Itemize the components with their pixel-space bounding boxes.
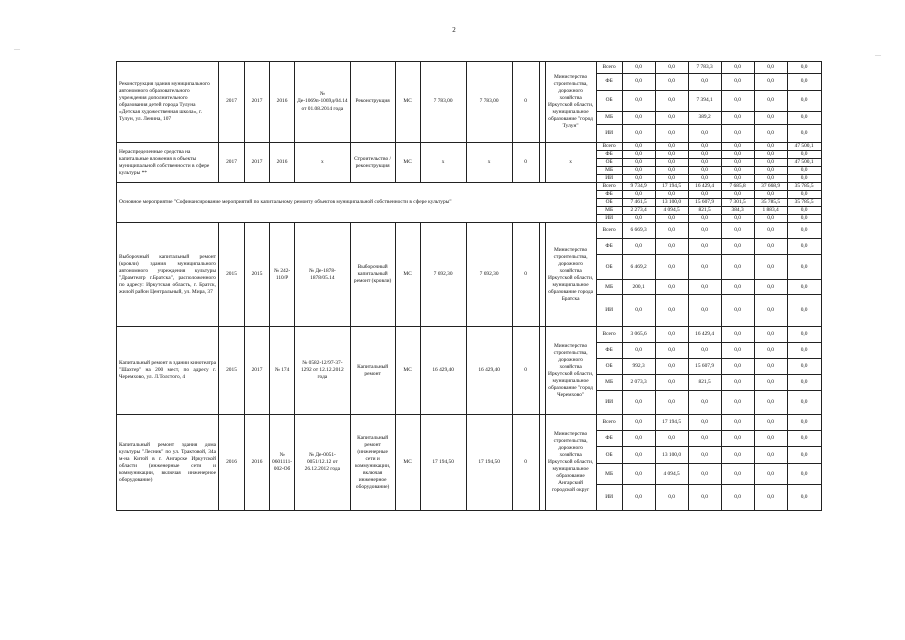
amount-cell: 0,0 (721, 175, 754, 183)
funding-source: МБ (596, 167, 622, 175)
amount-cell: 0,0 (721, 343, 754, 359)
amount-cell: 0,0 (655, 62, 688, 74)
doc-year: № 242-110/Р (270, 223, 295, 327)
amount-cell: 384,3 (721, 207, 754, 215)
funding-source: ИИ (596, 391, 622, 415)
amount-cell: 0,0 (787, 485, 821, 511)
ownership: МС (395, 327, 420, 415)
funding-source: ИИ (596, 125, 622, 143)
doc-year: № 0601111-002-Об (270, 415, 295, 511)
amount-cell: 0,0 (655, 125, 688, 143)
document-number: № 0582-12/97-37-1292 от 12.12.2012 года (295, 327, 351, 415)
amount-cell: 0,0 (622, 391, 655, 415)
amount-cell: 0,0 (721, 143, 754, 151)
amount-cell: 7 685,8 (721, 183, 754, 191)
amount-cell: 2 273,4 (622, 207, 655, 215)
funding-source: МБ (596, 112, 622, 125)
amount-cell: 0,0 (622, 74, 655, 91)
work-type: Строительство / реконструкция (350, 143, 395, 183)
ownership: МС (395, 62, 420, 143)
document-number: № Де-1069п-1069д/04.14 от 01.08.2014 года (295, 62, 351, 143)
program-table (116, 61, 822, 511)
amount-cell: 0,0 (754, 431, 787, 447)
amount-cell: 0,0 (655, 359, 688, 375)
amount-cell: 0,0 (721, 280, 754, 295)
funding-source: ОБ (596, 91, 622, 112)
responsible-agency: Министерство строительства, дорожного хозяйства Иркутской области, муниципальное образование Ангарский городской округ (545, 415, 596, 511)
amount-cell: 0,0 (754, 191, 787, 199)
funding-source: МБ (596, 464, 622, 485)
scan-mark: — (875, 53, 881, 59)
amount-cell: 0,0 (688, 485, 721, 511)
amount-cell: 0,0 (688, 175, 721, 183)
main-event-title: Основное мероприятие "Софинансирование мероприятий по капитальному ремонту объектов муниципальной собственности в сфере культуры" (117, 183, 597, 223)
amount-cell: 0,0 (754, 125, 787, 143)
amount-cell: 0,0 (754, 327, 787, 343)
object-name: Капитальный ремонт в здании кинотеатра "Шахтер" на 200 мест, по адресу г. Черемхово, ул. Л.Толстого, 4 (117, 327, 219, 415)
estimated-cost: 7 783,00 (420, 62, 466, 143)
funding-source: Всего (596, 62, 622, 74)
amount-cell: 0,0 (721, 159, 754, 167)
amount-cell: 0,0 (787, 375, 821, 391)
amount-cell: 0,0 (787, 74, 821, 91)
funding-source: Всего (596, 143, 622, 151)
amount-cell: 0,0 (754, 62, 787, 74)
zero-value: 0 (512, 62, 539, 143)
amount-cell: 0,0 (754, 112, 787, 125)
amount-cell: 0,0 (787, 343, 821, 359)
responsible-agency: Министерство строительства, дорожного хозяйства Иркутской области, муниципальное образование "город Черемхово" (545, 327, 596, 415)
work-type: Капитальный ремонт (350, 327, 395, 415)
amount-cell: 0,0 (688, 464, 721, 485)
table-row (117, 143, 822, 151)
funding-source: ФБ (596, 191, 622, 199)
amount-cell: 0,0 (688, 151, 721, 159)
amount-cell: 1 883,4 (754, 207, 787, 215)
amount-cell: 0,0 (754, 255, 787, 280)
funding-source: ФБ (596, 431, 622, 447)
remaining-cost: 16 429,40 (466, 327, 512, 415)
amount-cell: 0,0 (688, 447, 721, 464)
responsible-agency: х (545, 143, 596, 183)
amount-cell: 0,0 (655, 295, 688, 327)
funding-source: ФБ (596, 151, 622, 159)
amount-cell: 0,0 (688, 415, 721, 431)
amount-cell: 0,0 (655, 143, 688, 151)
amount-cell: 7 301,5 (721, 199, 754, 207)
amount-cell: 0,0 (787, 280, 821, 295)
amount-cell: 0,0 (754, 280, 787, 295)
amount-cell: 0,0 (787, 62, 821, 74)
amount-cell: 0,0 (688, 223, 721, 239)
year-end: 2017 (245, 143, 270, 183)
object-name: Капитальный ремонт здания дома культуры "Лесник" по ул. Трактовой, 34а м-на Китой в г. Ангарске Иркутской области (инженерные сети и коммуникации, включая инженерное оборудование) (117, 415, 219, 511)
amount-cell: 0,0 (787, 327, 821, 343)
amount-cell: 35 785,5 (787, 183, 821, 191)
scan-mark: — (14, 47, 20, 53)
amount-cell: 0,0 (622, 125, 655, 143)
work-type: Выборочный капитальный ремонт (кровли) (350, 223, 395, 327)
amount-cell: 0,0 (754, 91, 787, 112)
amount-cell: 0,0 (721, 485, 754, 511)
remaining-cost: 7 783,00 (466, 62, 512, 143)
funding-source: ОБ (596, 159, 622, 167)
amount-cell: 35 785,5 (787, 199, 821, 207)
amount-cell: 0,0 (688, 295, 721, 327)
amount-cell: 0,0 (721, 415, 754, 431)
amount-cell: 0,0 (721, 255, 754, 280)
amount-cell: 0,0 (655, 151, 688, 159)
amount-cell: 0,0 (787, 175, 821, 183)
amount-cell: 0,0 (721, 215, 754, 223)
amount-cell: 0,0 (622, 175, 655, 183)
amount-cell: 0,0 (688, 391, 721, 415)
amount-cell: 0,0 (622, 62, 655, 74)
amount-cell: 0,0 (721, 62, 754, 74)
amount-cell: 0,0 (622, 485, 655, 511)
table-row (117, 223, 822, 239)
amount-cell: 0,0 (655, 343, 688, 359)
amount-cell: 0,0 (787, 359, 821, 375)
amount-cell: 200,1 (622, 280, 655, 295)
responsible-agency: Министерство строительства, дорожного хозяйства Иркутской области, муниципальное образование города Братска (545, 223, 596, 327)
amount-cell: 0,0 (754, 143, 787, 151)
amount-cell: 0,0 (655, 280, 688, 295)
table-row (117, 415, 822, 431)
amount-cell: 0,0 (655, 239, 688, 255)
amount-cell: 0,0 (688, 239, 721, 255)
amount-cell: 0,0 (721, 327, 754, 343)
amount-cell: 7 394,1 (688, 91, 721, 112)
amount-cell: 15 607,9 (688, 199, 721, 207)
amount-cell: 0,0 (655, 375, 688, 391)
amount-cell: 0,0 (754, 223, 787, 239)
amount-cell: 0,0 (721, 359, 754, 375)
amount-cell: 0,0 (688, 431, 721, 447)
amount-cell: 0,0 (688, 191, 721, 199)
amount-cell: 0,0 (721, 464, 754, 485)
year-end: 2016 (245, 415, 270, 511)
amount-cell: 0,0 (787, 125, 821, 143)
funding-source: ИИ (596, 295, 622, 327)
amount-cell: 0,0 (787, 112, 821, 125)
document-number: № Де-0051-0051/12.12 от 26.12.2012 года (295, 415, 351, 511)
work-type: Капитальный ремонт (инженерные сети и коммуникации, включая инженерное оборудование) (350, 415, 395, 511)
amount-cell: 0,0 (787, 167, 821, 175)
object-name: Нераспределенные средства на капитальные вложения в объекты муниципальной собственности в сфере культуры ** (117, 143, 219, 183)
amount-cell: 13 100,0 (655, 199, 688, 207)
amount-cell: 2 073,3 (622, 375, 655, 391)
amount-cell: 0,0 (754, 485, 787, 511)
amount-cell: 0,0 (688, 167, 721, 175)
table-row (117, 183, 822, 191)
amount-cell: 0,0 (754, 175, 787, 183)
year-end: 2017 (245, 327, 270, 415)
amount-cell: 0,0 (721, 375, 754, 391)
amount-cell: 0,0 (688, 74, 721, 91)
amount-cell: 0,0 (721, 191, 754, 199)
amount-cell: 0,0 (622, 295, 655, 327)
year-start: 2017 (219, 62, 245, 143)
amount-cell: 6 469,2 (622, 255, 655, 280)
estimated-cost: х (420, 143, 466, 183)
doc-year: 2016 (270, 62, 295, 143)
amount-cell: 0,0 (688, 143, 721, 151)
funding-source: ОБ (596, 255, 622, 280)
funding-source: МБ (596, 280, 622, 295)
amount-cell: 0,0 (754, 215, 787, 223)
ownership: МС (395, 415, 420, 511)
amount-cell: 0,0 (688, 255, 721, 280)
amount-cell: 0,0 (655, 255, 688, 280)
amount-cell: 0,0 (655, 215, 688, 223)
amount-cell: 0,0 (754, 295, 787, 327)
amount-cell: 0,0 (655, 223, 688, 239)
funding-source: ОБ (596, 359, 622, 375)
amount-cell: 0,0 (655, 431, 688, 447)
amount-cell: 0,0 (754, 375, 787, 391)
amount-cell: 0,0 (622, 215, 655, 223)
amount-cell: 389,2 (688, 112, 721, 125)
funding-source: МБ (596, 375, 622, 391)
amount-cell: 35 785,5 (754, 199, 787, 207)
funding-source: МБ (596, 207, 622, 215)
amount-cell: 0,0 (754, 74, 787, 91)
estimated-cost: 16 429,40 (420, 327, 466, 415)
funding-source: ИИ (596, 485, 622, 511)
amount-cell: 0,0 (655, 327, 688, 343)
amount-cell: 0,0 (754, 343, 787, 359)
object-name: Реконструкция здания муниципального автономного образовательного учреждения дополнительного образования детей города Тулуна «Детская художественная школа», г. Тулун, ул. Ленина, 107 (117, 62, 219, 143)
amount-cell: 0,0 (721, 91, 754, 112)
amount-cell: 0,0 (622, 464, 655, 485)
year-start: 2015 (219, 327, 245, 415)
year-end: 2015 (245, 223, 270, 327)
amount-cell: 0,0 (622, 167, 655, 175)
funding-source: Всего (596, 327, 622, 343)
amount-cell: 47 500,1 (787, 143, 821, 151)
document-number: х (295, 143, 351, 183)
amount-cell: 821,5 (688, 375, 721, 391)
doc-year: 2016 (270, 143, 295, 183)
amount-cell: 0,0 (721, 391, 754, 415)
estimated-cost: 7 692,30 (420, 223, 466, 327)
amount-cell: 17 194,5 (655, 415, 688, 431)
ownership: МС (395, 223, 420, 327)
remaining-cost: х (466, 143, 512, 183)
funding-source: ФБ (596, 74, 622, 91)
year-start: 2017 (219, 143, 245, 183)
amount-cell: 0,0 (622, 343, 655, 359)
amount-cell: 0,0 (721, 151, 754, 159)
funding-source: ОБ (596, 447, 622, 464)
amount-cell: 0,0 (622, 239, 655, 255)
funding-source: ИИ (596, 175, 622, 183)
amount-cell: 992,3 (622, 359, 655, 375)
amount-cell: 0,0 (787, 415, 821, 431)
zero-value: 0 (512, 223, 539, 327)
amount-cell: 4 094,5 (655, 464, 688, 485)
amount-cell: 0,0 (754, 464, 787, 485)
amount-cell: 0,0 (622, 415, 655, 431)
amount-cell: 0,0 (754, 167, 787, 175)
zero-value: 0 (512, 415, 539, 511)
amount-cell: 0,0 (787, 207, 821, 215)
funding-source: Всего (596, 415, 622, 431)
amount-cell: 0,0 (688, 159, 721, 167)
amount-cell: 0,0 (655, 191, 688, 199)
zero-value: 0 (512, 143, 539, 183)
table-row (117, 327, 822, 343)
amount-cell: 0,0 (655, 175, 688, 183)
amount-cell: 0,0 (622, 431, 655, 447)
amount-cell: 0,0 (622, 447, 655, 464)
work-type: Реконструкция (350, 62, 395, 143)
amount-cell: 0,0 (688, 125, 721, 143)
amount-cell: 0,0 (655, 391, 688, 415)
amount-cell: 0,0 (622, 159, 655, 167)
funding-source: ФБ (596, 239, 622, 255)
amount-cell: 0,0 (787, 255, 821, 280)
amount-cell: 0,0 (655, 167, 688, 175)
estimated-cost: 17 194,50 (420, 415, 466, 511)
amount-cell: 0,0 (787, 91, 821, 112)
amount-cell: 0,0 (787, 151, 821, 159)
amount-cell: 0,0 (655, 112, 688, 125)
amount-cell: 0,0 (721, 447, 754, 464)
page-number: 2 (452, 26, 456, 34)
amount-cell: 0,0 (787, 215, 821, 223)
amount-cell: 0,0 (622, 143, 655, 151)
year-start: 2016 (219, 415, 245, 511)
amount-cell: 0,0 (754, 151, 787, 159)
amount-cell: 0,0 (754, 447, 787, 464)
zero-value: 0 (512, 327, 539, 415)
amount-cell: 0,0 (787, 447, 821, 464)
amount-cell: 0,0 (688, 215, 721, 223)
amount-cell: 0,0 (787, 239, 821, 255)
amount-cell: 0,0 (787, 431, 821, 447)
funding-source: Всего (596, 223, 622, 239)
amount-cell: 47 500,1 (787, 159, 821, 167)
amount-cell: 0,0 (754, 159, 787, 167)
remaining-cost: 7 692,30 (466, 223, 512, 327)
amount-cell: 0,0 (721, 431, 754, 447)
amount-cell: 0,0 (721, 125, 754, 143)
amount-cell: 0,0 (754, 391, 787, 415)
year-end: 2017 (245, 62, 270, 143)
funding-source: ИИ (596, 215, 622, 223)
funding-source: Всего (596, 183, 622, 191)
amount-cell: 0,0 (721, 223, 754, 239)
amount-cell: 13 100,0 (655, 447, 688, 464)
funding-source: ОБ (596, 199, 622, 207)
doc-year: № 174 (270, 327, 295, 415)
amount-cell: 0,0 (787, 464, 821, 485)
amount-cell: 0,0 (721, 167, 754, 175)
amount-cell: 0,0 (754, 415, 787, 431)
amount-cell: 37 668,9 (754, 183, 787, 191)
amount-cell: 0,0 (655, 159, 688, 167)
amount-cell: 0,0 (787, 295, 821, 327)
amount-cell: 0,0 (721, 295, 754, 327)
amount-cell: 0,0 (688, 280, 721, 295)
responsible-agency: Министерство строительства, дорожного хозяйства Иркутской области, муниципальное образование "город Тулун" (545, 62, 596, 143)
amount-cell: 16 429,4 (688, 183, 721, 191)
amount-cell: 7 461,5 (622, 199, 655, 207)
amount-cell: 0,0 (787, 391, 821, 415)
amount-cell: 4 094,5 (655, 207, 688, 215)
amount-cell: 0,0 (787, 223, 821, 239)
amount-cell: 0,0 (721, 239, 754, 255)
amount-cell: 0,0 (622, 191, 655, 199)
document-number: № Де-1878-1878/05.14 (295, 223, 351, 327)
amount-cell: 6 669,3 (622, 223, 655, 239)
amount-cell: 7 783,3 (688, 62, 721, 74)
amount-cell: 16 429,4 (688, 327, 721, 343)
amount-cell: 0,0 (754, 239, 787, 255)
amount-cell: 0,0 (754, 359, 787, 375)
amount-cell: 0,0 (721, 112, 754, 125)
amount-cell: 0,0 (787, 191, 821, 199)
table-row (117, 62, 822, 74)
ownership: МС (395, 143, 420, 183)
amount-cell: 9 734,9 (622, 183, 655, 191)
amount-cell: 0,0 (655, 74, 688, 91)
amount-cell: 0,0 (655, 485, 688, 511)
amount-cell: 15 607,9 (688, 359, 721, 375)
amount-cell: 3 065,6 (622, 327, 655, 343)
amount-cell: 0,0 (655, 91, 688, 112)
amount-cell: 17 194,5 (655, 183, 688, 191)
amount-cell: 0,0 (721, 74, 754, 91)
amount-cell: 0,0 (688, 343, 721, 359)
amount-cell: 0,0 (622, 91, 655, 112)
amount-cell: 0,0 (622, 151, 655, 159)
object-name: Выборочный капитальный ремонт (кровли) здания муниципального автономного учреждения культуры "Драмтеатр г.Братска", расположенного по адресу: Иркутская область, г. Братск, жилой район Центральный, ул. Мира, 37 (117, 223, 219, 327)
amount-cell: 821,5 (688, 207, 721, 215)
remaining-cost: 17 194,50 (466, 415, 512, 511)
year-start: 2015 (219, 223, 245, 327)
funding-source: ФБ (596, 343, 622, 359)
amount-cell: 0,0 (622, 112, 655, 125)
